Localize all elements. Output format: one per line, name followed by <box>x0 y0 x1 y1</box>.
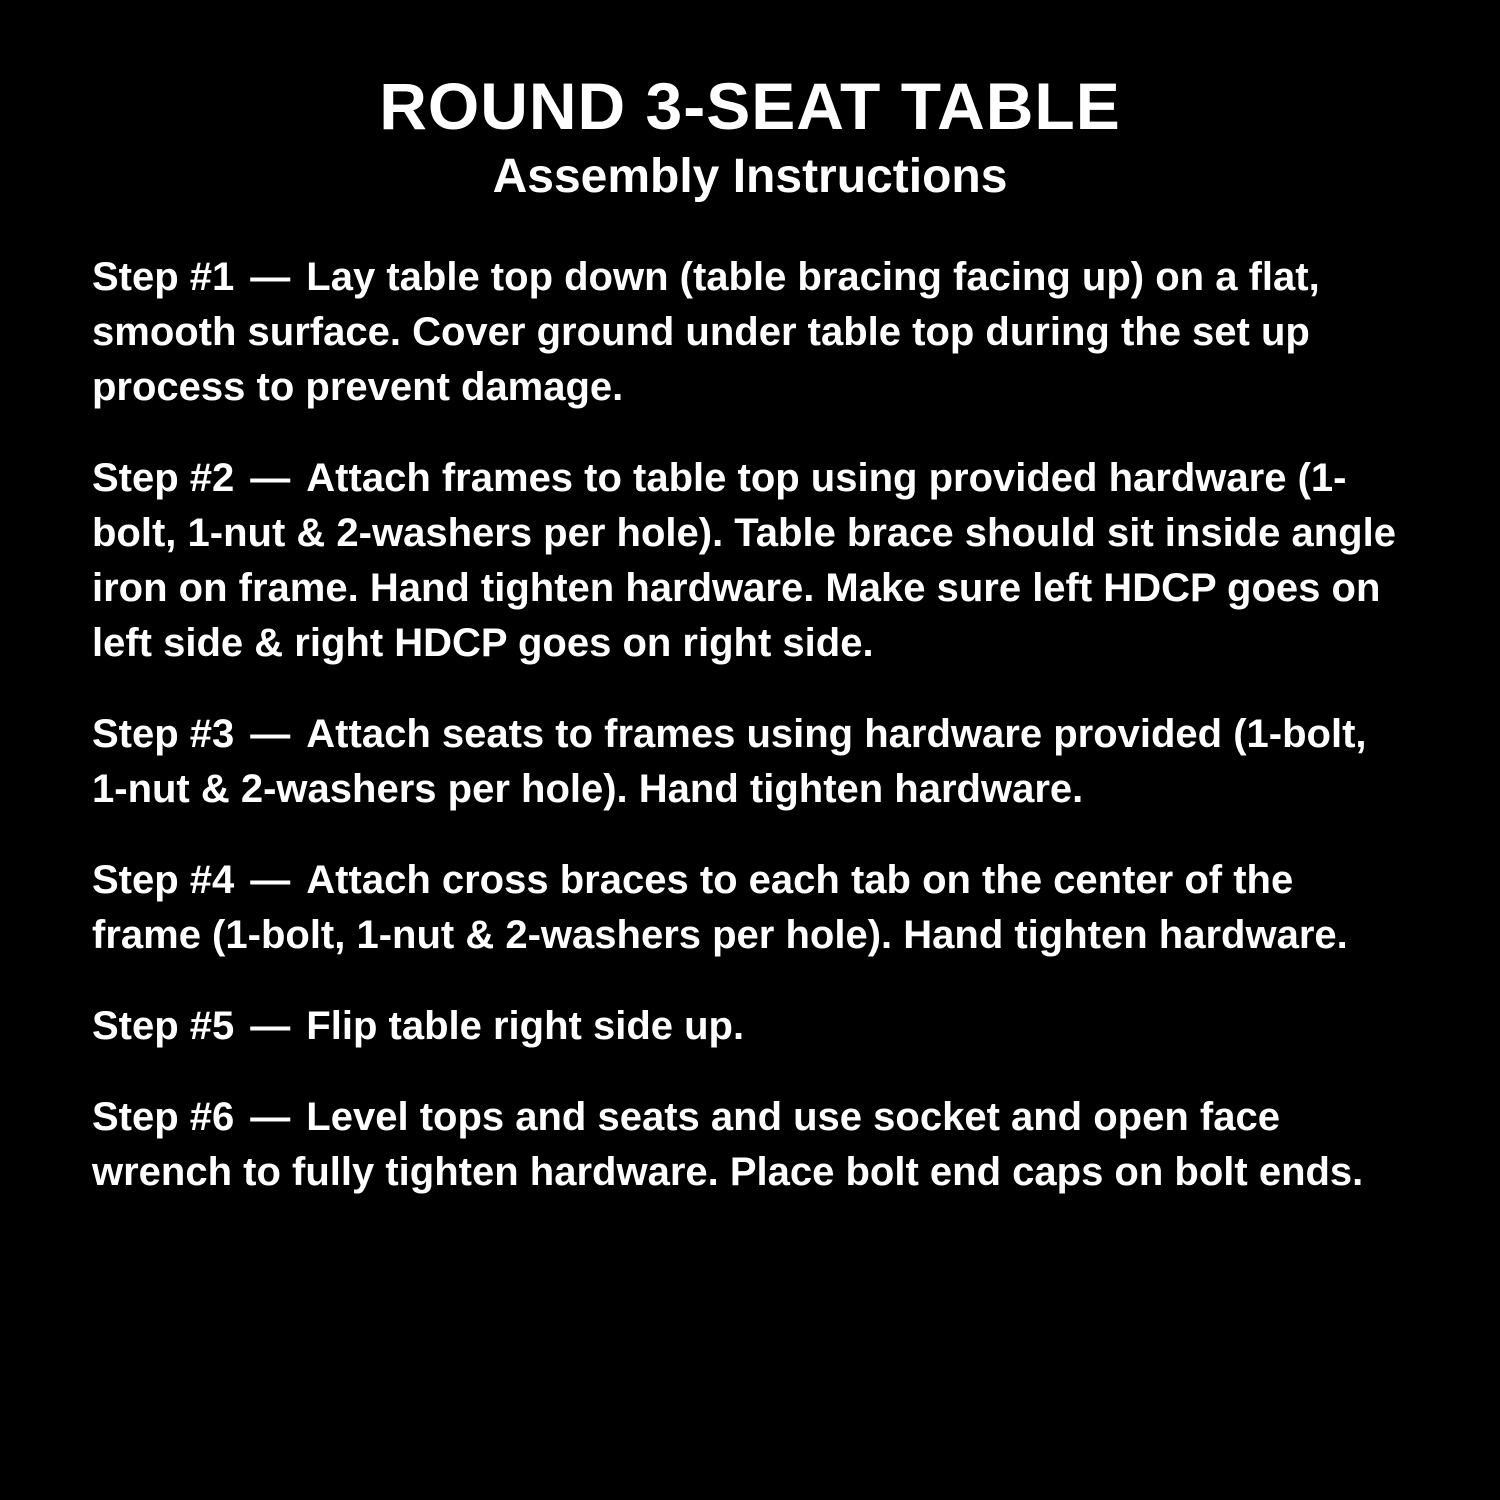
step-1-separator: — <box>250 254 291 299</box>
step-6-separator: — <box>250 1094 291 1139</box>
page-title: ROUND 3-SEAT TABLE <box>379 69 1121 143</box>
step-2-separator: — <box>250 455 291 500</box>
steps-list <box>92 250 1408 1200</box>
step-3-label: Step #3 <box>92 711 235 756</box>
page-subtitle: Assembly Instructions <box>492 149 1008 203</box>
step-4-separator: — <box>250 857 291 902</box>
step-3-text: Attach seats to frames using hardware provided (1-bolt, 1-nut & 2-washers per hole). Hand tighten hardware. <box>92 711 1367 811</box>
step-2 <box>92 451 1408 671</box>
step-5-text: Flip table right side up. <box>306 1003 745 1048</box>
step-4 <box>92 853 1408 963</box>
step-6-text: Level tops and seats and use socket and open face wrench to fully tighten hardware. Place bolt end caps on bolt ends. <box>92 1094 1364 1194</box>
step-6-label: Step #6 <box>92 1094 235 1139</box>
step-1-label: Step #1 <box>92 254 235 299</box>
step-6 <box>92 1090 1408 1200</box>
page-header <box>92 70 1408 204</box>
step-4-text: Attach cross braces to each tab on the center of the frame (1-bolt, 1-nut & 2-washers per hole). Hand tighten hardware. <box>92 857 1348 957</box>
step-5-label: Step #5 <box>92 1003 235 1048</box>
step-1 <box>92 250 1408 415</box>
step-1-text: Lay table top down (table bracing facing up) on a flat, smooth surface. Cover ground under table top during the set up process to prevent damage. <box>92 254 1320 409</box>
step-2-label: Step #2 <box>92 455 235 500</box>
step-5 <box>92 999 1408 1054</box>
step-2-text: Attach frames to table top using provided hardware (1-bolt, 1-nut & 2-washers per hole). Table brace should sit inside angle iron on frame. Hand tighten hardware. Make sure left HDCP goes on left side & right HDCP goes on right side. <box>92 455 1396 665</box>
step-3 <box>92 707 1408 817</box>
step-4-label: Step #4 <box>92 857 235 902</box>
step-5-separator: — <box>250 1003 291 1048</box>
step-3-separator: — <box>250 711 291 756</box>
